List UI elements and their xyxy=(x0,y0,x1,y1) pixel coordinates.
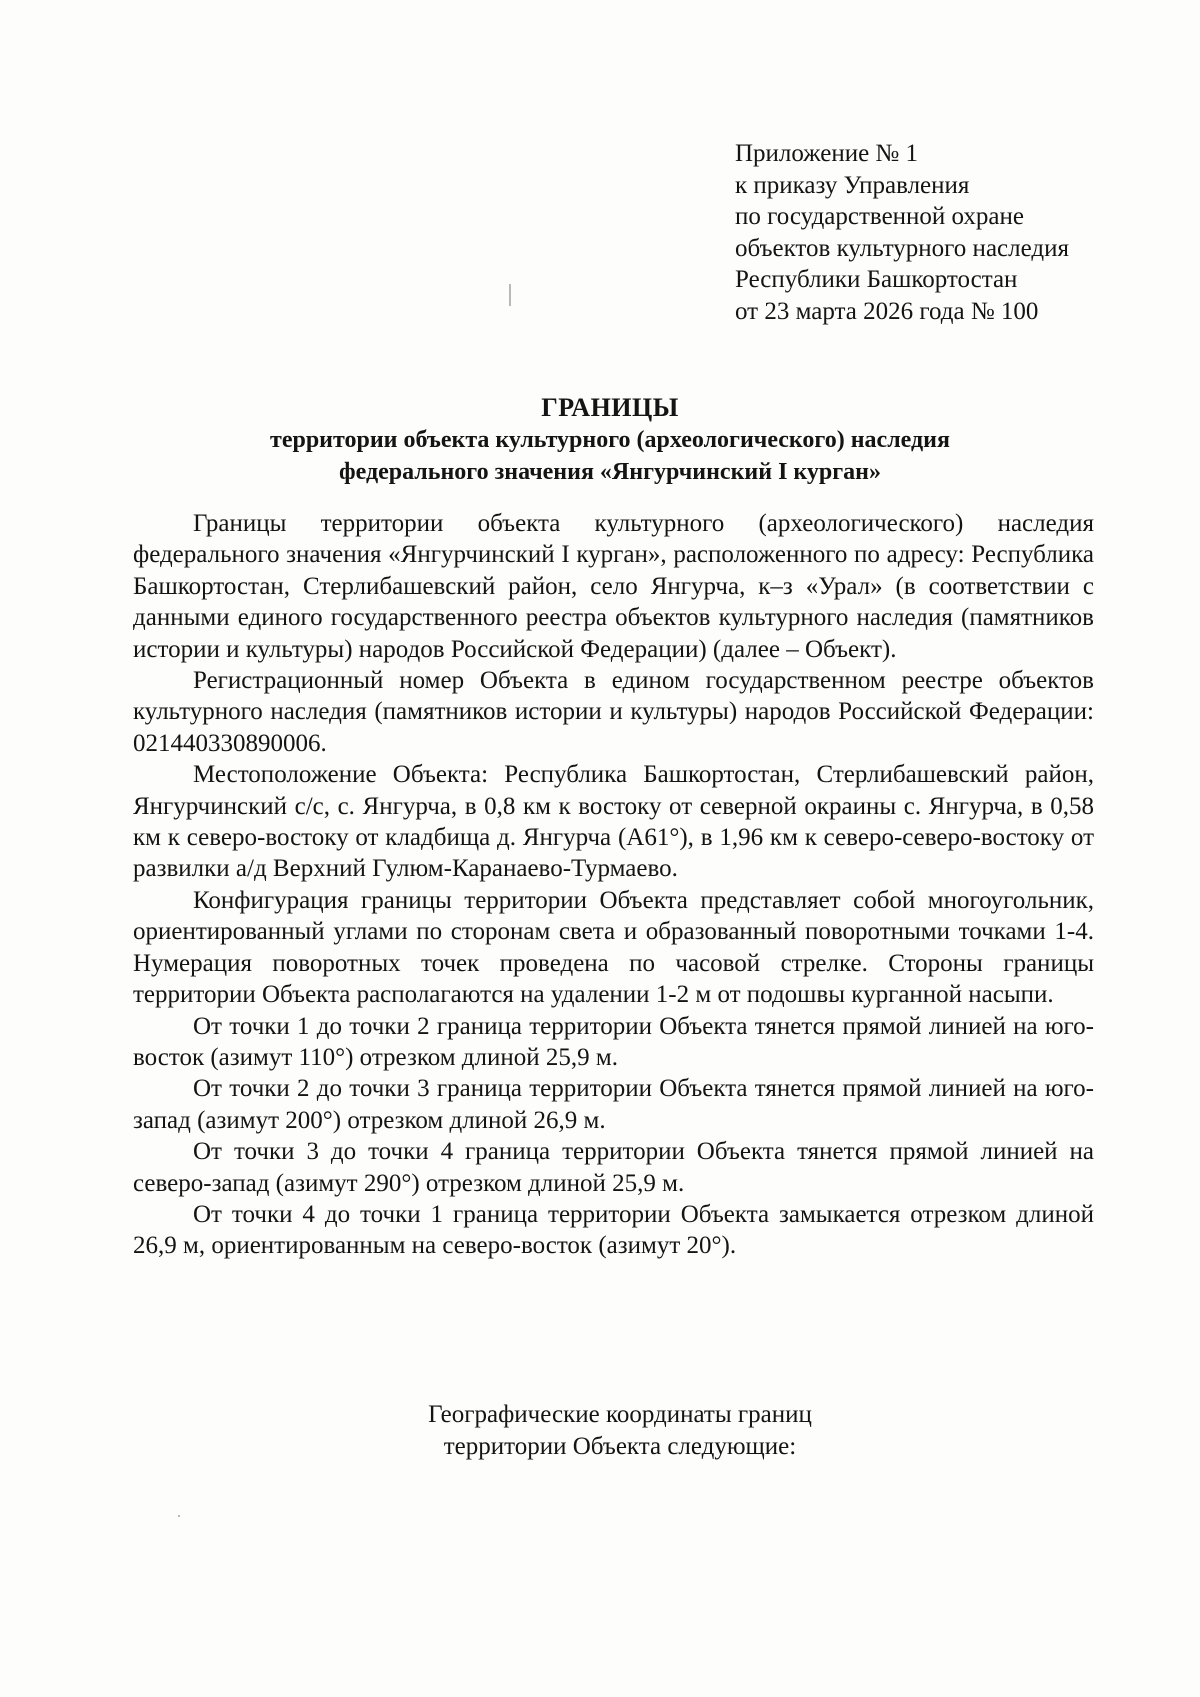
annex-line: Республики Башкортостан xyxy=(735,266,1018,293)
paragraph-segment-1-2: От точки 1 до точки 2 граница территории Объекта тянется прямой линией на юго-восток (азимут 110°) отрезком длиной 25,9 м. xyxy=(133,1012,1094,1071)
annex-block xyxy=(735,138,1155,327)
document-subtitle-line: территории объекта культурного (археологического) наследия xyxy=(270,427,950,453)
paragraph-configuration: Конфигурация границы территории Объекта представляет собой многоугольник, ориентированный углами по сторонам света и образованный поворотными точками 1-4. Нумерация поворотных точек проведена по часовой стрелке. Стороны границы территории Объекта располагаются на удалении 1-2 м от подошвы курганной насыпи. xyxy=(133,886,1094,1009)
annex-line: Приложение № 1 xyxy=(735,140,919,167)
annex-line: по государственной охране xyxy=(735,203,1025,230)
paragraph-registration-number: Регистрационный номер Объекта в едином государственном реестре объектов культурного наследия (памятников истории и культуры) народов Российской Федерации: 021440330890006. xyxy=(133,667,1094,757)
title-block xyxy=(130,392,1090,488)
scan-artifact-dot xyxy=(178,1515,180,1517)
coordinates-heading xyxy=(320,1399,920,1462)
annex-line: к приказу Управления xyxy=(735,171,970,199)
coordinates-heading-line: территории Объекта следующие: xyxy=(443,1432,797,1460)
paragraph-location: Местоположение Объекта: Республика Башкортостан, Стерлибашевский район, Янгурчинский с/с, с. Янгурча, в 0,8 км к востоку от северной окраины с. Янгурча, в 0,58 км к северо-востоку от кладбища д. Янгурча (А61°), в 1,96 км к северо-северо-востоку от развилки а/д Верхний Гулюм-Каранаево-Турмаево. xyxy=(133,761,1094,883)
scan-artifact-mark xyxy=(509,284,511,306)
paragraph-boundaries-intro: Границы территории объекта культурного (археологического) наследия федерального значения «Янгурчинский I курган», расположенного по адресу: Республика Башкортостан, Стерлибашевский район, село Янгурча, к–з «Урал» (в соответствии с данными единого государственного реестра объектов культурного наследия (памятников истории и культуры) народов Российской Федерации) (далее – Объект). xyxy=(133,510,1094,663)
annex-line: объектов культурного наследия xyxy=(735,234,1069,262)
paragraph-segment-3-4: От точки 3 до точки 4 граница территории Объекта тянется прямой линией на северо-запад (азимут 290°) отрезком длиной 25,9 м. xyxy=(133,1138,1094,1197)
annex-line: от 23 марта 2026 года № 100 xyxy=(735,297,1039,325)
paragraph-segment-2-3: От точки 2 до точки 3 граница территории Объекта тянется прямой линией на юго-запад (азимут 200°) отрезком длиной 26,9 м. xyxy=(133,1075,1094,1134)
document-subtitle-line: федерального значения «Янгурчинский I курган» xyxy=(339,459,881,485)
document-title: ГРАНИЦЫ xyxy=(541,393,679,422)
coordinates-heading-line: Географические координаты границ xyxy=(428,1401,812,1428)
body-text xyxy=(133,508,1094,1262)
paragraph-segment-4-1: От точки 4 до точки 1 граница территории Объекта замыкается отрезком длиной 26,9 м, ориентированным на северо-восток (азимут 20°). xyxy=(133,1200,1094,1260)
